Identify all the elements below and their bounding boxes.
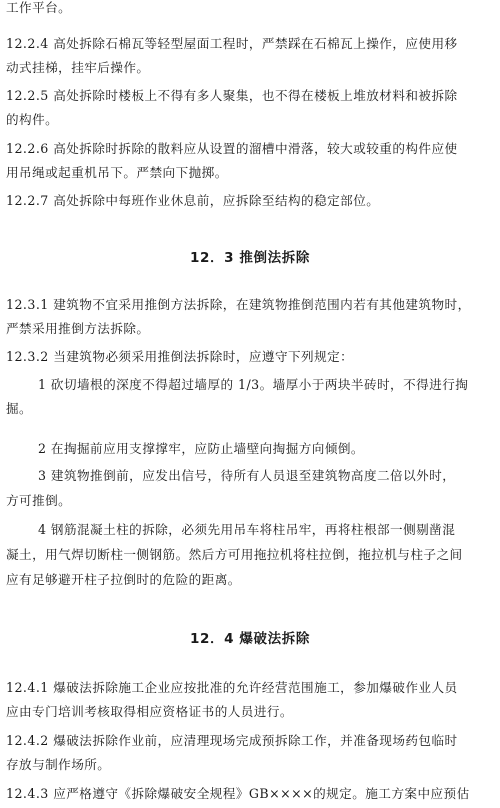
clause-12-4-3: 12.4.3 应严格遵守《拆除爆破安全规程》GB××××的规定。施工方案中应预估 (6, 786, 470, 801)
paragraph-line: 存放与制作场所。 (6, 757, 111, 772)
paragraph-line: 掘。 (6, 401, 33, 416)
paragraph-line: 工作平台。 (6, 0, 72, 15)
clause-12-2-6: 12.2.6 高处拆除时拆除的散料应从设置的溜槽中滑落，较大或较重的构件应使 (6, 141, 458, 156)
paragraph-line: 方可推倒。 (6, 493, 72, 508)
list-item-2: 2 在掏掘前应用支撑撑牢，应防止墙壁向掏掘方向倾倒。 (38, 441, 364, 456)
paragraph-line: 应有足够避开柱子拉倒时的危险的距离。 (6, 572, 241, 587)
paragraph-line: 动式挂梯，挂牢后操作。 (6, 60, 150, 75)
clause-12-3-2: 12.3.2 当建筑物必须采用推倒法拆除时，应遵守下列规定： (6, 349, 354, 364)
clause-12-2-7: 12.2.7 高处拆除中每班作业休息前，应拆除至结构的稳定部位。 (6, 193, 380, 208)
paragraph-line: 凝土，用气焊切断柱一侧钢筋。然后方可用拖拉机将柱拉倒，拖拉机与柱子之间 (6, 547, 463, 562)
clause-12-2-5: 12.2.5 高处拆除时楼板上不得有多人聚集，也不得在楼板上堆放材料和被拆除 (6, 88, 458, 103)
paragraph-line: 应由专门培训考核取得相应资格证书的人员进行。 (6, 704, 293, 719)
clause-12-2-4: 12.2.4 高处拆除石棉瓦等轻型屋面工程时，严禁踩在石棉瓦上操作，应使用移 (6, 36, 458, 51)
paragraph-line: 严禁采用推倒方法拆除。 (6, 321, 150, 336)
clause-12-4-2: 12.4.2 爆破法拆除作业前，应清理现场完成预拆除工作，并准备现场药包临时 (6, 733, 458, 748)
list-item-1: 1 砍切墙根的深度不得超过墙厚的 1/3。墙厚小于两块半砖时，不得进行掏 (38, 377, 469, 392)
list-item-4: 4 钢筋混凝土柱的拆除，必须先用吊车将柱吊牢，再将柱根部一侧剔凿混 (38, 522, 456, 537)
list-item-3: 3 建筑物推倒前，应发出信号，待所有人员退至建筑物高度二倍以外时， (38, 468, 456, 483)
paragraph-line: 用吊绳或起重机吊下。严禁向下抛掷。 (6, 165, 228, 180)
clause-12-4-1: 12.4.1 爆破法拆除施工企业应按批准的允许经营范围施工，参加爆破作业人员 (6, 680, 458, 695)
section-heading-12-4: 12．4 爆破法拆除 (190, 631, 310, 647)
clause-12-3-1: 12.3.1 建筑物不宜采用推倒方法拆除，在建筑物推倒范围内若有其他建筑物时， (6, 297, 471, 312)
section-heading-12-3: 12．3 推倒法拆除 (190, 250, 310, 266)
paragraph-line: 的构件。 (6, 112, 59, 127)
